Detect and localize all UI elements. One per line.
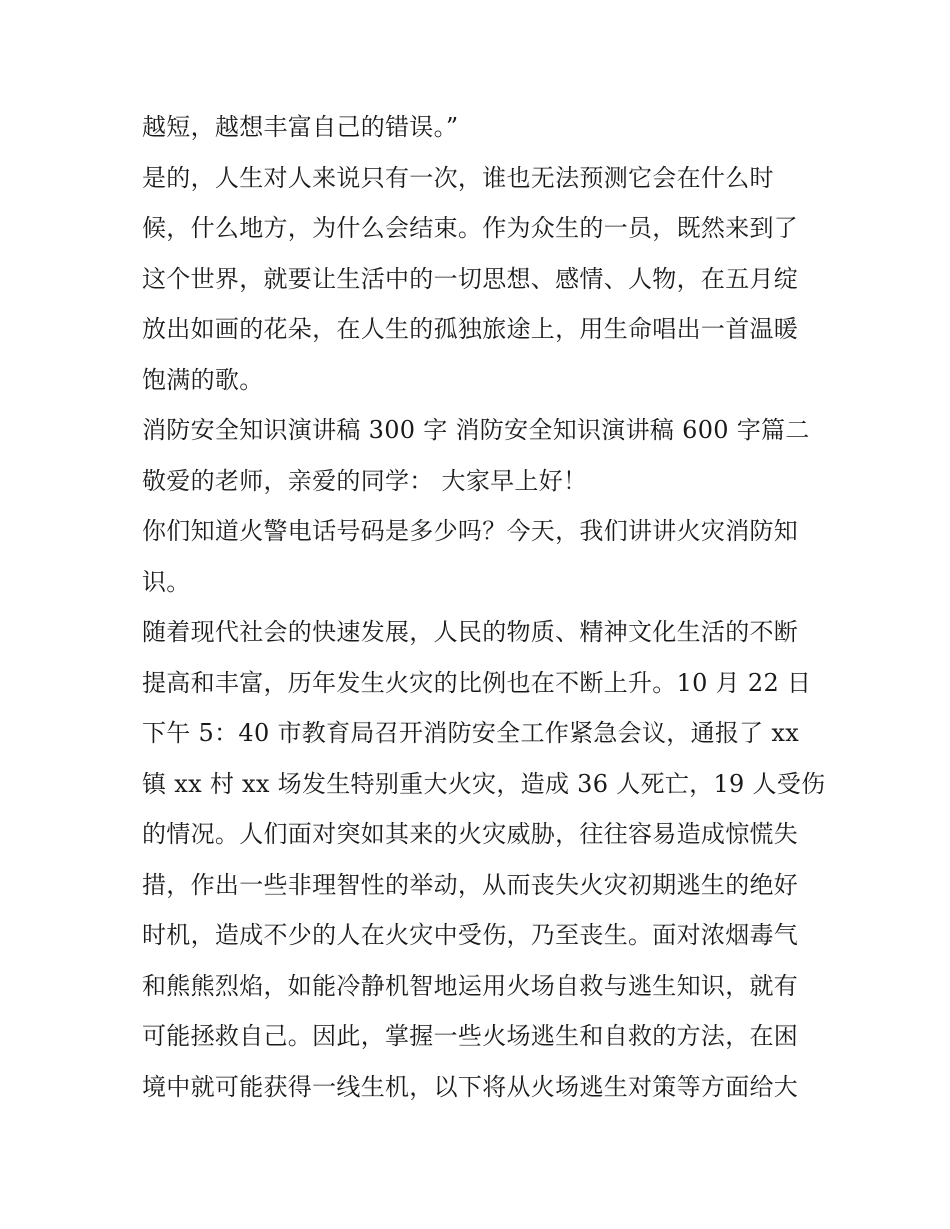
text-line: 饱满的歌。 — [142, 365, 264, 394]
text-line: 措，作出一些非理智性的举动，从而丧失火灾初期逃生的绝好 — [142, 870, 799, 899]
text-line: 的情况。人们面对突如其来的火灾威胁，往往容易造成惊慌失 — [142, 820, 799, 848]
text-line: 境中就可能获得一线生机，以下将从火场逃生对策等方面给大 — [142, 1072, 799, 1101]
text-line: 候，什么地方，为什么会结束。作为众生的一员，既然来到了 — [142, 214, 799, 242]
text-line: 放出如画的花朵，在人生的孤独旅途上，用生命唱出一首温暖 — [142, 315, 799, 343]
text-line: 时机，造成不少的人在火灾中受伤，乃至丧生。面对浓烟毒气 — [142, 921, 799, 949]
text-line: 和熊熊烈焰，如能冷静机智地运用火场自救与逃生知识，就有 — [142, 971, 799, 1000]
text-line: 识。 — [142, 567, 191, 596]
text-line: 下午 5：40 市教育局召开消防安全工作紧急会议，通报了 xx — [142, 719, 800, 747]
text-line: 是的，人生对人来说只有一次，谁也无法预测它会在什么时 — [142, 163, 774, 192]
text-line: 可能拯救自己。因此，掌握一些火场逃生和自救的方法，在困 — [142, 1022, 799, 1050]
text-line: 随着现代社会的快速发展，人民的物质、精神文化生活的不断 — [142, 618, 799, 646]
text-line: 敬爱的老师，亲爱的同学： 大家早上好！ — [142, 466, 588, 495]
section-heading: 消防安全知识演讲稿 300 字 消防安全知识演讲稿 600 字篇二 — [142, 416, 810, 444]
document-body — [142, 102, 826, 1112]
text-line: 提高和丰富，历年发生火灾的比例也在不断上升。10 月 22 日 — [142, 668, 812, 697]
text-line: 这个世界，就要让生活中的一切思想、感情、人物，在五月绽 — [142, 264, 799, 293]
text-line: 你们知道火警电话号码是多少吗？今天，我们讲讲火灾消防知 — [142, 517, 799, 545]
text-line: 镇 xx 村 xx 场发生特别重大火灾，造成 36 人死亡，19 人受伤 — [142, 769, 826, 798]
text-line: 越短，越想丰富自己的错误。” — [142, 113, 459, 141]
